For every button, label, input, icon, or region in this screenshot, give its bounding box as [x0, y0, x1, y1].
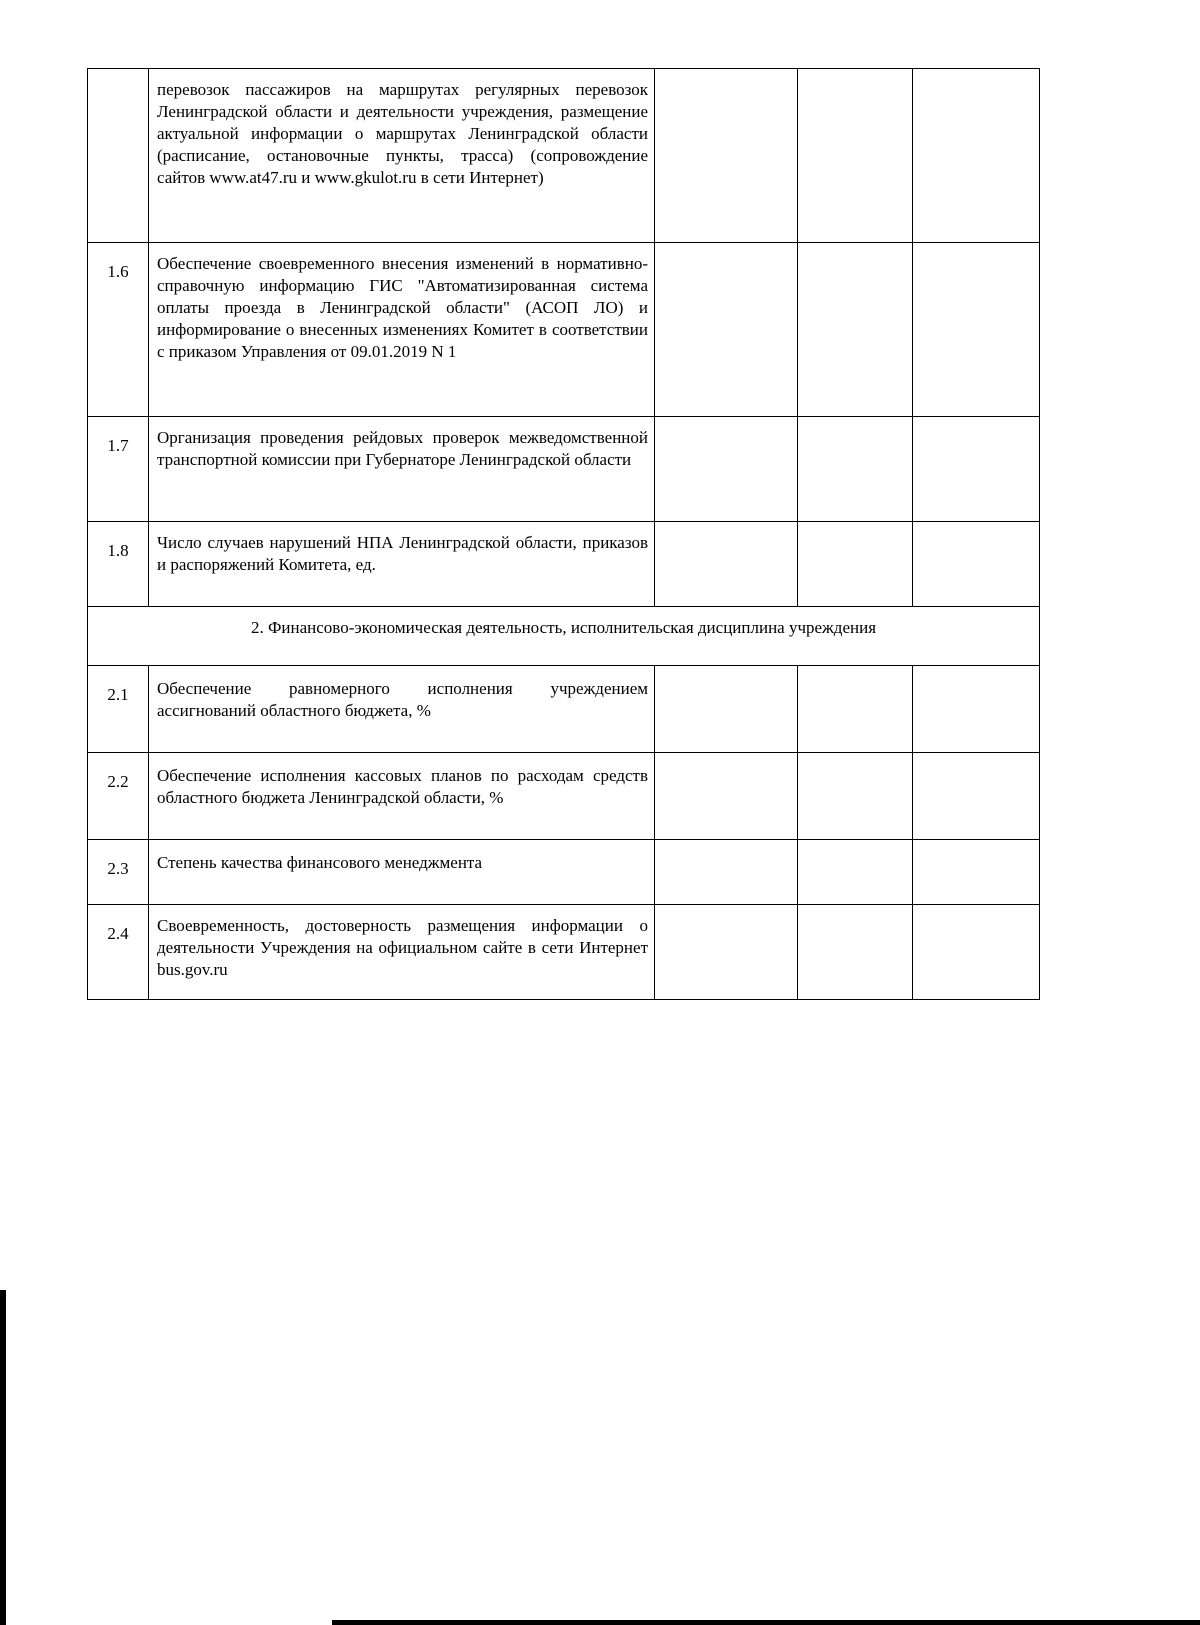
- empty-cell: [655, 666, 798, 753]
- indicator-text: Организация проведения рейдовых проверок межведомственной транспортной комиссии при Губернаторе Ленинградской области: [149, 417, 655, 522]
- empty-cell: [655, 840, 798, 905]
- table-row: [88, 905, 1040, 1000]
- empty-cell: [798, 840, 913, 905]
- indicator-text: Число случаев нарушений НПА Ленинградской области, приказов и распоряжений Комитета, ед.: [149, 522, 655, 607]
- section-title: 2. Финансово-экономическая деятельность, исполнительская дисциплина учреждения: [88, 607, 1040, 666]
- row-number: 1.8: [88, 522, 149, 607]
- table-row: [88, 69, 1040, 243]
- table-row: [88, 417, 1040, 522]
- empty-cell: [655, 753, 798, 840]
- empty-cell: [798, 522, 913, 607]
- table-row: [88, 522, 1040, 607]
- empty-cell: [913, 753, 1040, 840]
- indicator-text: Степень качества финансового менеджмента: [149, 840, 655, 905]
- indicators-table: [87, 68, 1040, 1000]
- empty-cell: [655, 243, 798, 417]
- empty-cell: [655, 417, 798, 522]
- indicator-text: Своевременность, достоверность размещения информации о деятельности Учреждения на официальном сайте в сети Интернет bus.gov.ru: [149, 905, 655, 1000]
- empty-cell: [798, 243, 913, 417]
- table-row: [88, 666, 1040, 753]
- scan-edge-mark: [0, 1290, 6, 1625]
- empty-cell: [655, 522, 798, 607]
- empty-cell: [798, 905, 913, 1000]
- row-number: 2.2: [88, 753, 149, 840]
- row-number: 2.3: [88, 840, 149, 905]
- row-number: 1.6: [88, 243, 149, 417]
- empty-cell: [798, 69, 913, 243]
- indicator-text: Обеспечение исполнения кассовых планов по расходам средств областного бюджета Ленинградской области, %: [149, 753, 655, 840]
- scan-bottom-edge: [332, 1620, 1200, 1625]
- empty-cell: [655, 69, 798, 243]
- indicator-text: Обеспечение своевременного внесения изменений в нормативно-справочную информацию ГИС "Автоматизированная система оплаты проезда в Ленинградской области" (АСОП ЛО) и информирование о внесенных изменениях Комитет в соответствии с приказом Управления от 09.01.2019 N 1: [149, 243, 655, 417]
- section-header-row: [88, 607, 1040, 666]
- row-number: 2.1: [88, 666, 149, 753]
- empty-cell: [798, 417, 913, 522]
- empty-cell: [655, 905, 798, 1000]
- empty-cell: [913, 905, 1040, 1000]
- table-row: [88, 753, 1040, 840]
- empty-cell: [798, 753, 913, 840]
- empty-cell: [913, 69, 1040, 243]
- empty-cell: [913, 417, 1040, 522]
- table-row: [88, 840, 1040, 905]
- empty-cell: [913, 243, 1040, 417]
- empty-cell: [913, 522, 1040, 607]
- indicator-text: Обеспечение равномерного исполнения учреждением ассигнований областного бюджета, %: [149, 666, 655, 753]
- empty-cell: [913, 840, 1040, 905]
- indicator-text: перевозок пассажиров на маршрутах регулярных перевозок Ленинградской области и деятельности учреждения, размещение актуальной информации о маршрутах Ленинградской области (расписание, остановочные пункты, трасса) (сопровождение сайтов www.at47.ru и www.gkulot.ru в сети Интернет): [149, 69, 655, 243]
- row-number: 1.7: [88, 417, 149, 522]
- row-number: [88, 69, 149, 243]
- empty-cell: [798, 666, 913, 753]
- empty-cell: [913, 666, 1040, 753]
- table-row: [88, 243, 1040, 417]
- row-number: 2.4: [88, 905, 149, 1000]
